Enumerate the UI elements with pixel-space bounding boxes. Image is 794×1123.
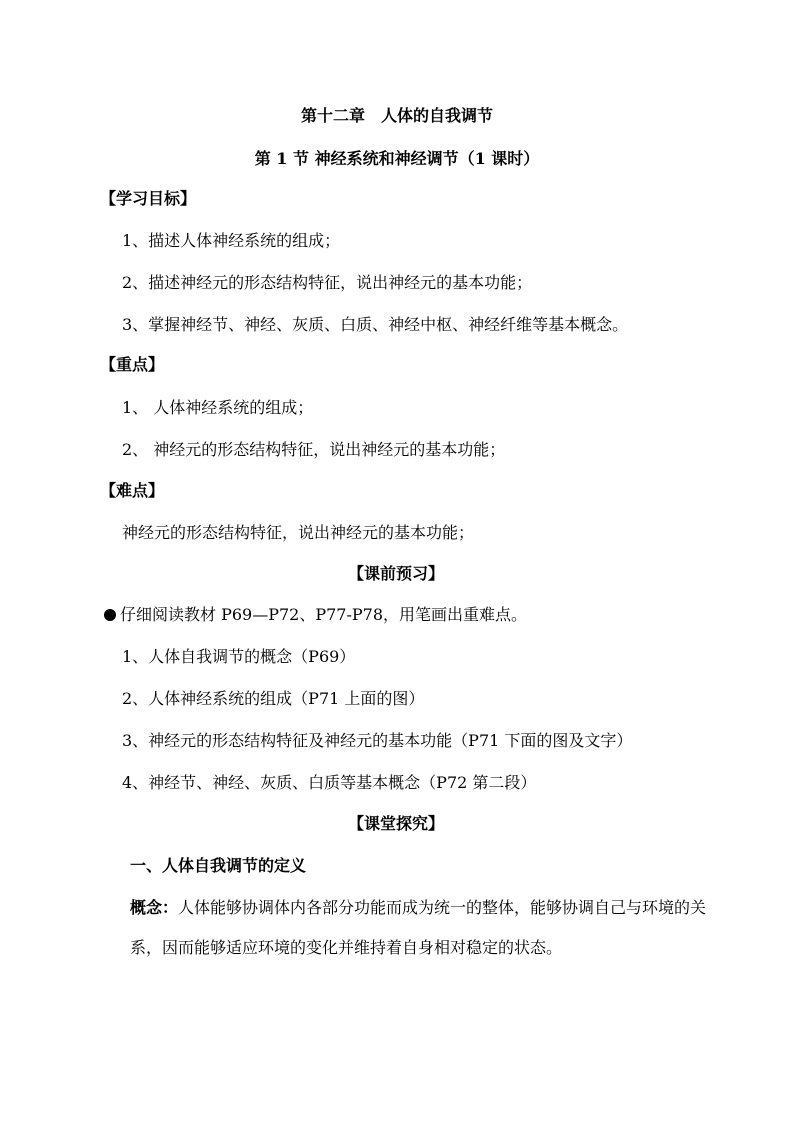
section-title: 第 1 节 神经系统和神经调节（1 课时） — [254, 149, 540, 168]
goal-item: 1、描述人体神经系统的组成； — [122, 231, 341, 250]
goals-heading: 【学习目标】 — [100, 189, 197, 208]
preview-heading: 【课前预习】 — [348, 564, 445, 583]
preview-bullet-line — [104, 604, 527, 626]
bullet-icon — [104, 609, 116, 621]
explore-subheading: 一、人体自我调节的定义 — [130, 856, 307, 875]
preview-bullet-text: 仔细阅读教材 P69—P72、P77-P78，用笔画出重难点。 — [120, 605, 527, 624]
concept-paragraph — [130, 888, 710, 968]
key-point-item: 1、 人体神经系统的组成； — [122, 398, 314, 417]
preview-item: 4、神经节、神经、灰质、白质等基本概念（P72 第二段） — [122, 773, 537, 792]
goal-item: 2、描述神经元的形态结构特征，说出神经元的基本功能； — [122, 273, 533, 292]
goal-item: 3、掌握神经节、神经、灰质、白质、神经中枢、神经纤维等基本概念。 — [122, 315, 629, 334]
preview-item: 3、神经元的形态结构特征及神经元的基本功能（P71 下面的图及文字） — [122, 731, 633, 750]
difficulties-text: 神经元的形态结构特征，说出神经元的基本功能； — [122, 523, 475, 542]
explore-heading: 【课堂探究】 — [348, 814, 445, 833]
difficulties-heading: 【难点】 — [100, 481, 165, 500]
key-points-heading: 【重点】 — [100, 355, 165, 374]
key-point-item: 2、 神经元的形态结构特征，说出神经元的基本功能； — [122, 440, 506, 459]
preview-item: 1、人体自我调节的概念（P69） — [122, 647, 356, 666]
chapter-title: 第十二章 人体的自我调节 — [300, 106, 493, 125]
concept-text: 人体能够协调体内各部分功能而成为统一的整体，能够协调自己与环境的关系，因而能够适应环境的变化并维持着自身相对稳定的状态。 — [130, 898, 707, 957]
preview-item: 2、人体神经系统的组成（P71 上面的图） — [122, 689, 425, 708]
concept-label: 概念： — [130, 898, 179, 917]
